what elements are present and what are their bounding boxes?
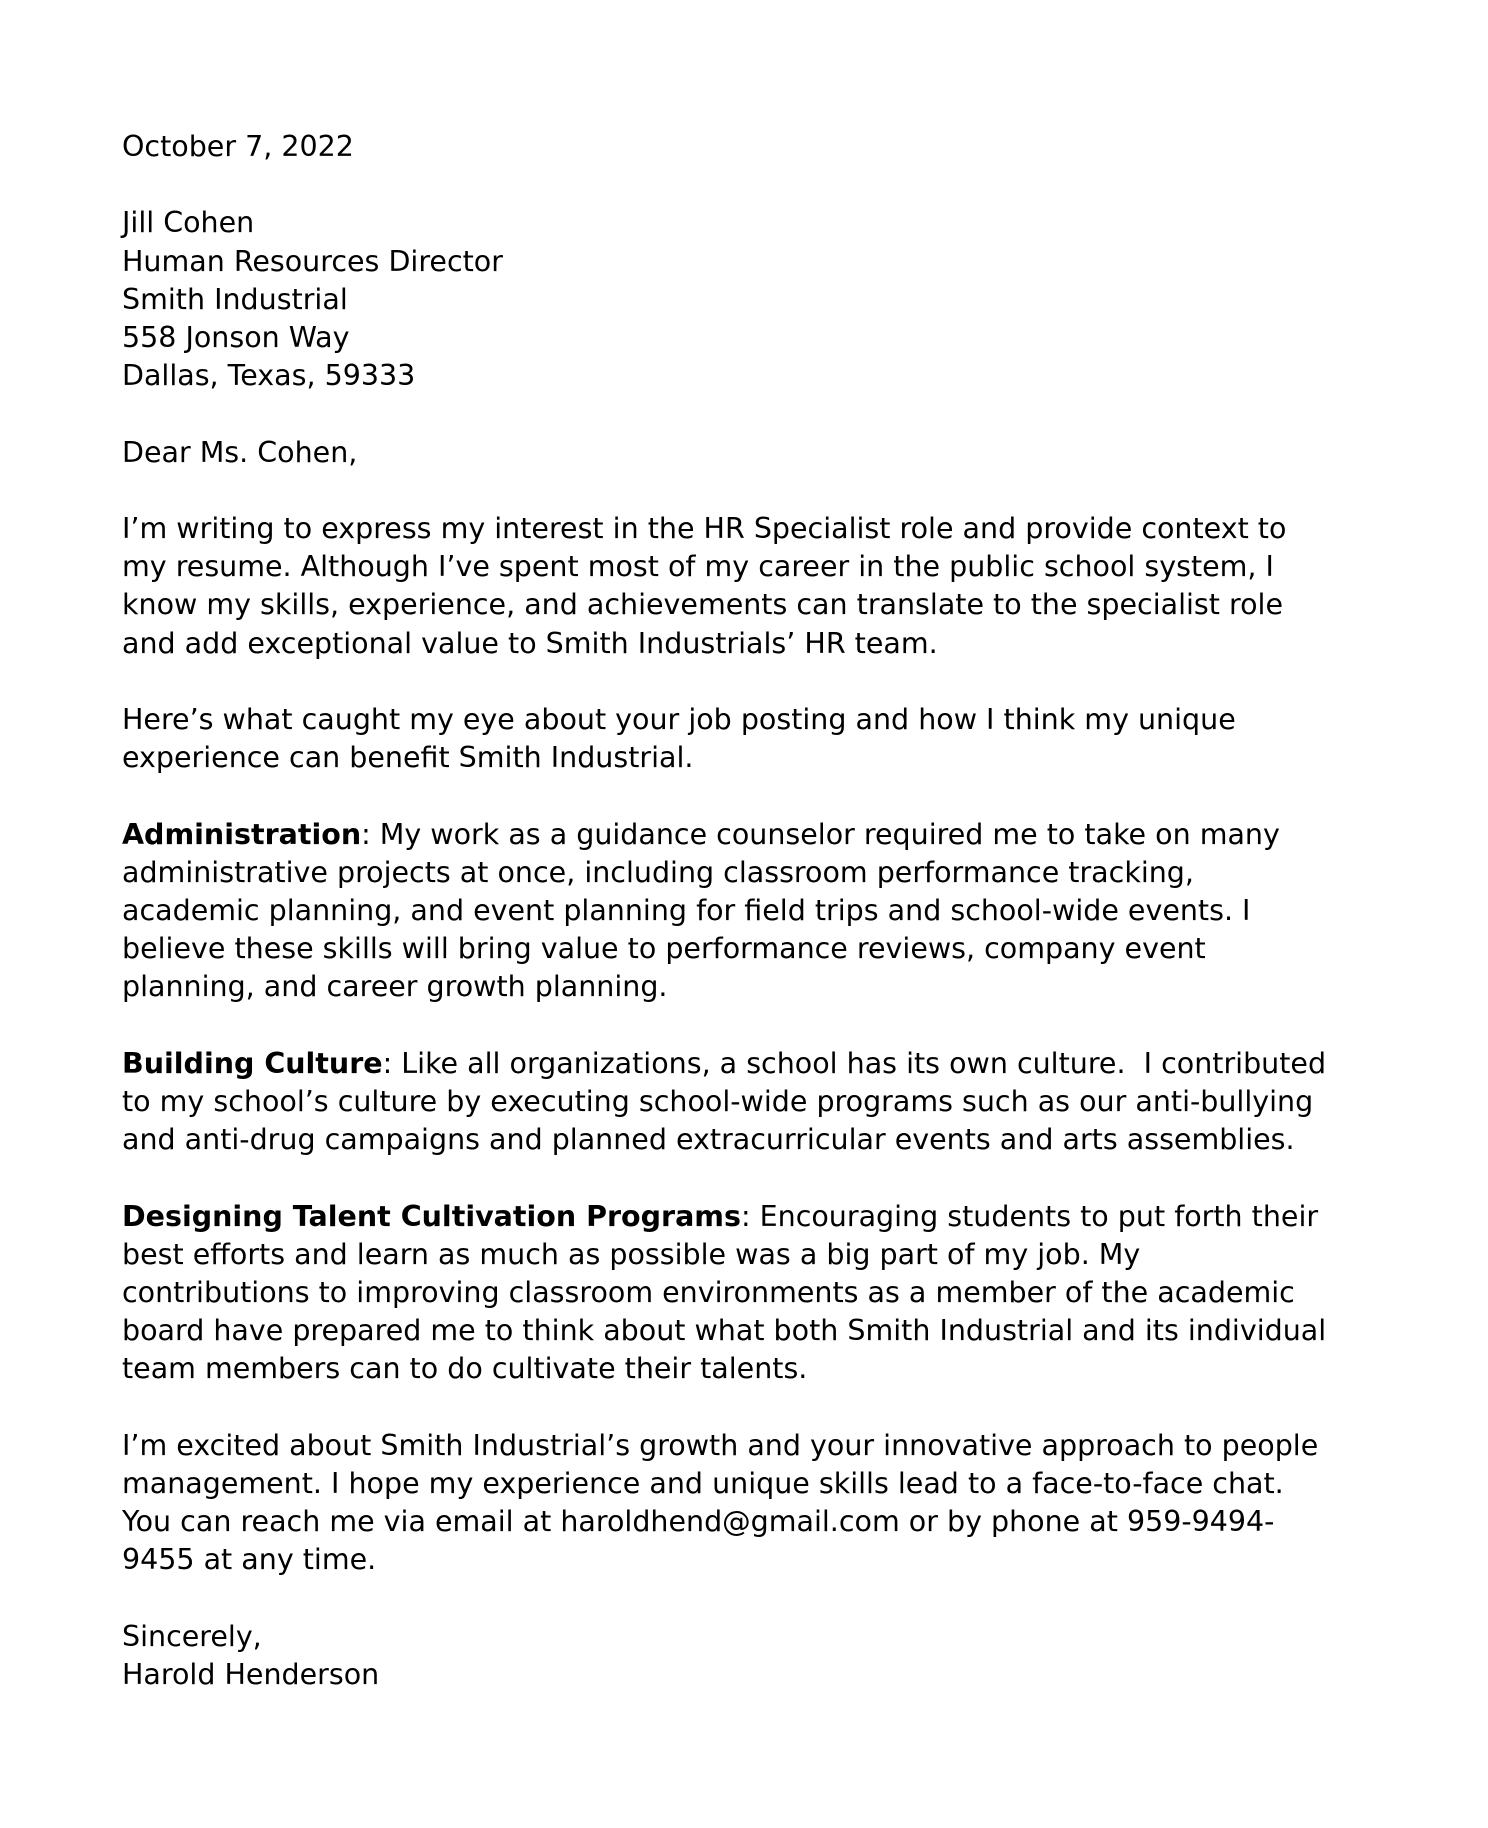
paragraph-line: You can reach me via email at haroldhend@gmail.com or by phone at 959-9494- [122, 1505, 1275, 1539]
section-first-line [122, 1045, 1422, 1083]
salutation-block [122, 434, 1422, 472]
paragraph-line: believe these skills will bring value to performance reviews, company event [122, 932, 1206, 966]
paragraph-line: experience can benefit Smith Industrial. [122, 741, 694, 775]
section-heading: Designing Talent Cultivation Programs [122, 1199, 741, 1233]
section-talent-cultivation [122, 1198, 1422, 1389]
section-heading: Building Culture [122, 1046, 383, 1080]
section-first-line [122, 1198, 1422, 1236]
recipient-company: Smith Industrial [122, 282, 348, 316]
paragraph-line: to my school’s culture by executing school-wide programs such as our anti-bullying [122, 1084, 1314, 1118]
signature-block [122, 1618, 1422, 1694]
paragraph-line: administrative projects at once, including classroom performance tracking, [122, 855, 1194, 889]
signoff: Sincerely, [122, 1619, 262, 1653]
paragraph-line: Here’s what caught my eye about your job posting and how I think my unique [122, 702, 1236, 736]
paragraph-line: know my skills, experience, and achievements can translate to the specialist role [122, 588, 1283, 622]
paragraph-line: management. I hope my experience and unique skills lead to a face-to-face chat. [122, 1466, 1284, 1500]
recipient-address [122, 204, 1422, 395]
letter-date: October 7, 2022 [122, 130, 354, 163]
section-building-culture [122, 1045, 1422, 1160]
section-first-line-text: : My work as a guidance counselor required me to take on many [361, 817, 1280, 851]
paragraph-line: board have prepared me to think about what both Smith Industrial and its individual [122, 1314, 1327, 1348]
recipient-name: Jill Cohen [122, 206, 255, 240]
section-first-line-text: : Like all organizations, a school has its own culture. I contributed [382, 1046, 1327, 1080]
recipient-title: Human Resources Director [122, 244, 503, 278]
paragraph-line: academic planning, and event planning for field trips and school-wide events. I [122, 893, 1251, 927]
cover-letter [122, 128, 1422, 1732]
section-heading: Administration [122, 817, 362, 851]
paragraph-line: and add exceptional value to Smith Industrials’ HR team. [122, 626, 938, 660]
section-first-line [122, 816, 1422, 854]
recipient-street: 558 Jonson Way [122, 321, 350, 354]
signature-name: Harold Henderson [122, 1657, 380, 1691]
section-first-line-text: : Encouraging students to put forth their [740, 1199, 1319, 1233]
paragraph-line: contributions to improving classroom environments as a member of the academic [122, 1275, 1295, 1309]
letter-date-block [122, 128, 1422, 166]
paragraph-line: my resume. Although I’ve spent most of my career in the public school system, I [122, 550, 1274, 584]
paragraph-line: and anti-drug campaigns and planned extracurricular events and arts assemblies. [122, 1123, 1295, 1157]
paragraph-line: best efforts and learn as much as possible was a big part of my job. My [122, 1237, 1141, 1271]
section-administration [122, 816, 1422, 1007]
closing-paragraph [122, 1427, 1422, 1580]
paragraph-line: team members can to do cultivate their talents. [122, 1352, 808, 1386]
lead-in-paragraph [122, 701, 1422, 777]
paragraph-line: I’m excited about Smith Industrial’s growth and your innovative approach to people [122, 1428, 1319, 1462]
paragraph-line: 9455 at any time. [122, 1543, 377, 1577]
salutation: Dear Ms. Cohen, [122, 435, 358, 469]
intro-paragraph [122, 510, 1422, 663]
paragraph-line: planning, and career growth planning. [122, 970, 668, 1004]
paragraph-line: I’m writing to express my interest in the HR Specialist role and provide context to [122, 511, 1287, 545]
recipient-city: Dallas, Texas, 59333 [122, 359, 416, 393]
